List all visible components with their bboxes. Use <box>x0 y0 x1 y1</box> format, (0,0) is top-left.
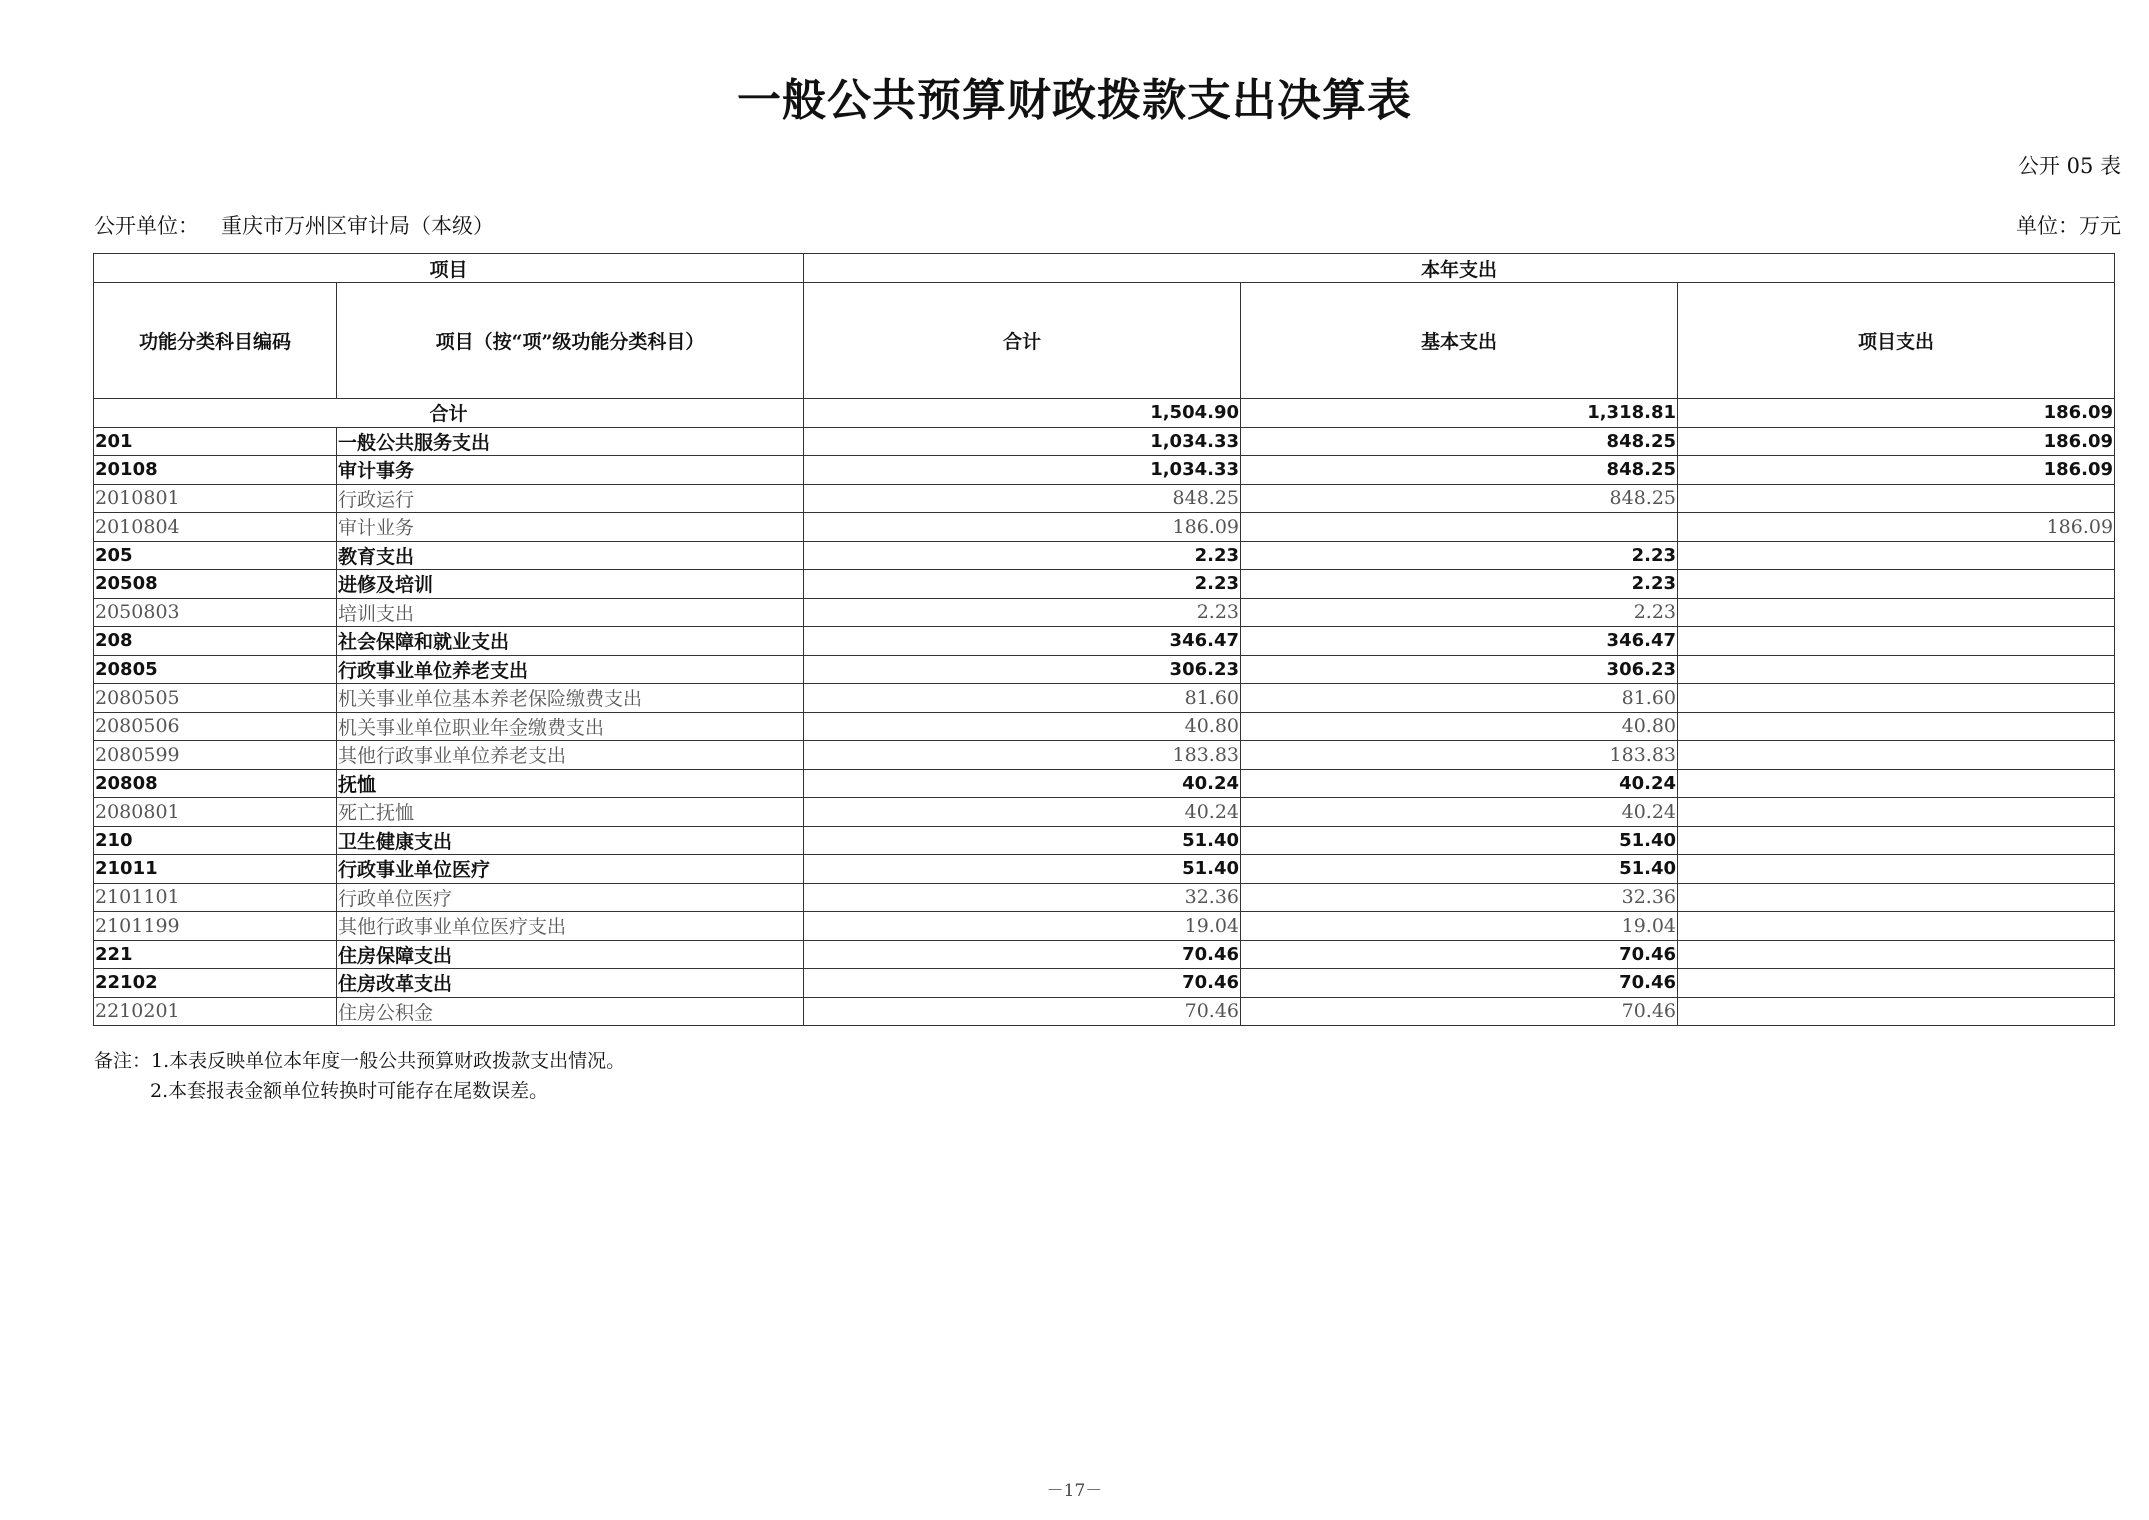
table-row <box>94 769 2115 798</box>
table-row <box>94 627 2115 656</box>
code-cell: 210 <box>94 826 337 855</box>
basic-cell: 51.40 <box>1241 855 1678 884</box>
table-row <box>94 456 2115 485</box>
header-row-2 <box>94 283 2115 399</box>
total-cell: 70.46 <box>804 940 1241 969</box>
total-cell: 848.25 <box>804 484 1241 513</box>
basic-cell: 848.25 <box>1241 427 1678 456</box>
basic-cell: 848.25 <box>1241 456 1678 485</box>
code-cell: 2080505 <box>94 684 337 713</box>
code-cell: 2101101 <box>94 883 337 912</box>
item-name-cell: 行政单位医疗 <box>337 883 804 912</box>
note-2: 2.本套报表金额单位转换时可能存在尾数误差。 <box>150 1080 549 1102</box>
basic-cell: 40.80 <box>1241 712 1678 741</box>
table-row <box>94 741 2115 770</box>
code-cell: 208 <box>94 627 337 656</box>
header-basic: 基本支出 <box>1241 283 1678 399</box>
total-cell: 2.23 <box>804 598 1241 627</box>
code-cell: 2010801 <box>94 484 337 513</box>
notes <box>94 1046 625 1106</box>
total-cell: 2.23 <box>804 541 1241 570</box>
project-cell <box>1678 598 2115 627</box>
table-row <box>94 513 2115 542</box>
basic-cell <box>1241 513 1678 542</box>
item-name-cell: 住房改革支出 <box>337 969 804 998</box>
total-cell: 186.09 <box>804 513 1241 542</box>
table-row <box>94 912 2115 941</box>
code-cell: 2010804 <box>94 513 337 542</box>
total-project: 186.09 <box>1678 399 2115 428</box>
header-code: 功能分类科目编码 <box>94 283 337 399</box>
basic-cell: 848.25 <box>1241 484 1678 513</box>
total-basic: 1,318.81 <box>1241 399 1678 428</box>
code-cell: 21011 <box>94 855 337 884</box>
total-cell: 70.46 <box>804 969 1241 998</box>
item-name-cell: 死亡抚恤 <box>337 798 804 827</box>
total-cell: 51.40 <box>804 855 1241 884</box>
header-total: 合计 <box>804 283 1241 399</box>
header-row-1 <box>94 254 2115 283</box>
project-cell <box>1678 940 2115 969</box>
item-name-cell: 卫生健康支出 <box>337 826 804 855</box>
basic-cell: 32.36 <box>1241 883 1678 912</box>
total-cell: 70.46 <box>804 997 1241 1026</box>
project-cell <box>1678 655 2115 684</box>
total-cell: 1,034.33 <box>804 456 1241 485</box>
table-row <box>94 484 2115 513</box>
project-cell: 186.09 <box>1678 427 2115 456</box>
code-cell: 2050803 <box>94 598 337 627</box>
unit-row <box>94 210 2121 240</box>
total-cell: 40.24 <box>804 769 1241 798</box>
basic-cell: 2.23 <box>1241 541 1678 570</box>
table-row <box>94 798 2115 827</box>
project-cell <box>1678 627 2115 656</box>
expenditure-table <box>93 253 2115 1026</box>
basic-cell: 40.24 <box>1241 798 1678 827</box>
basic-cell: 346.47 <box>1241 627 1678 656</box>
item-name-cell: 其他行政事业单位医疗支出 <box>337 912 804 941</box>
project-cell <box>1678 769 2115 798</box>
project-cell <box>1678 684 2115 713</box>
project-cell <box>1678 798 2115 827</box>
basic-cell: 2.23 <box>1241 598 1678 627</box>
item-name-cell: 其他行政事业单位养老支出 <box>337 741 804 770</box>
basic-cell: 40.24 <box>1241 769 1678 798</box>
item-name-cell: 教育支出 <box>337 541 804 570</box>
header-current-year: 本年支出 <box>804 254 2115 283</box>
project-cell <box>1678 826 2115 855</box>
total-row <box>94 399 2115 428</box>
total-label: 合计 <box>94 399 804 428</box>
project-cell <box>1678 855 2115 884</box>
project-cell <box>1678 969 2115 998</box>
header-project: 项目 <box>94 254 804 283</box>
code-cell: 205 <box>94 541 337 570</box>
basic-cell: 51.40 <box>1241 826 1678 855</box>
table-row <box>94 969 2115 998</box>
table-row <box>94 541 2115 570</box>
code-cell: 2101199 <box>94 912 337 941</box>
project-cell <box>1678 883 2115 912</box>
code-cell: 221 <box>94 940 337 969</box>
total-cell: 19.04 <box>804 912 1241 941</box>
project-cell <box>1678 712 2115 741</box>
project-cell <box>1678 541 2115 570</box>
code-cell: 20808 <box>94 769 337 798</box>
item-name-cell: 一般公共服务支出 <box>337 427 804 456</box>
currency-unit: 单位：万元 <box>2016 214 2121 238</box>
table-row <box>94 826 2115 855</box>
total-cell: 2.23 <box>804 570 1241 599</box>
total-cell: 40.80 <box>804 712 1241 741</box>
project-cell <box>1678 741 2115 770</box>
item-name-cell: 机关事业单位基本养老保险缴费支出 <box>337 684 804 713</box>
total-cell: 81.60 <box>804 684 1241 713</box>
code-cell: 2080801 <box>94 798 337 827</box>
item-name-cell: 机关事业单位职业年金缴费支出 <box>337 712 804 741</box>
table-row <box>94 655 2115 684</box>
basic-cell: 70.46 <box>1241 997 1678 1026</box>
item-name-cell: 社会保障和就业支出 <box>337 627 804 656</box>
basic-cell: 183.83 <box>1241 741 1678 770</box>
publishing-unit <box>94 210 494 240</box>
code-cell: 20805 <box>94 655 337 684</box>
table-row <box>94 570 2115 599</box>
code-cell: 20508 <box>94 570 337 599</box>
item-name-cell: 审计业务 <box>337 513 804 542</box>
table-row <box>94 598 2115 627</box>
item-name-cell: 培训支出 <box>337 598 804 627</box>
basic-cell: 2.23 <box>1241 570 1678 599</box>
basic-cell: 81.60 <box>1241 684 1678 713</box>
table-row <box>94 997 2115 1026</box>
table-row <box>94 684 2115 713</box>
total-cell: 32.36 <box>804 883 1241 912</box>
total-cell: 51.40 <box>804 826 1241 855</box>
form-number: 公开 05 表 <box>2017 154 2121 178</box>
project-cell: 186.09 <box>1678 456 2115 485</box>
project-cell: 186.09 <box>1678 513 2115 542</box>
project-cell <box>1678 484 2115 513</box>
table-row <box>94 427 2115 456</box>
code-cell: 22102 <box>94 969 337 998</box>
item-name-cell: 行政运行 <box>337 484 804 513</box>
code-cell: 2080599 <box>94 741 337 770</box>
basic-cell: 70.46 <box>1241 969 1678 998</box>
total-cell: 346.47 <box>804 627 1241 656</box>
table-row <box>94 940 2115 969</box>
basic-cell: 306.23 <box>1241 655 1678 684</box>
page-number: －17－ <box>1046 1481 1103 1501</box>
item-name-cell: 行政事业单位养老支出 <box>337 655 804 684</box>
code-cell: 2210201 <box>94 997 337 1026</box>
project-cell <box>1678 570 2115 599</box>
basic-cell: 70.46 <box>1241 940 1678 969</box>
total-amount: 1,504.90 <box>804 399 1241 428</box>
item-name-cell: 行政事业单位医疗 <box>337 855 804 884</box>
total-cell: 1,034.33 <box>804 427 1241 456</box>
header-item: 项目（按“项”级功能分类科目） <box>337 283 804 399</box>
item-name-cell: 审计事务 <box>337 456 804 485</box>
item-name-cell: 住房保障支出 <box>337 940 804 969</box>
project-cell <box>1678 997 2115 1026</box>
total-cell: 40.24 <box>804 798 1241 827</box>
item-name-cell: 抚恤 <box>337 769 804 798</box>
page-title: 一般公共预算财政拨款支出决算表 <box>737 75 1412 126</box>
organization-name: 重庆市万州区审计局（本级） <box>221 214 494 238</box>
project-cell <box>1678 912 2115 941</box>
total-cell: 306.23 <box>804 655 1241 684</box>
table-row <box>94 883 2115 912</box>
code-cell: 201 <box>94 427 337 456</box>
note-1: 备注：1.本表反映单位本年度一般公共预算财政拨款支出情况。 <box>94 1050 626 1072</box>
basic-cell: 19.04 <box>1241 912 1678 941</box>
code-cell: 20108 <box>94 456 337 485</box>
publishing-unit-label: 公开单位： <box>94 214 199 238</box>
table-row <box>94 712 2115 741</box>
item-name-cell: 住房公积金 <box>337 997 804 1026</box>
header-project-expenditure: 项目支出 <box>1678 283 2115 399</box>
item-name-cell: 进修及培训 <box>337 570 804 599</box>
code-cell: 2080506 <box>94 712 337 741</box>
table-row <box>94 855 2115 884</box>
total-cell: 183.83 <box>804 741 1241 770</box>
